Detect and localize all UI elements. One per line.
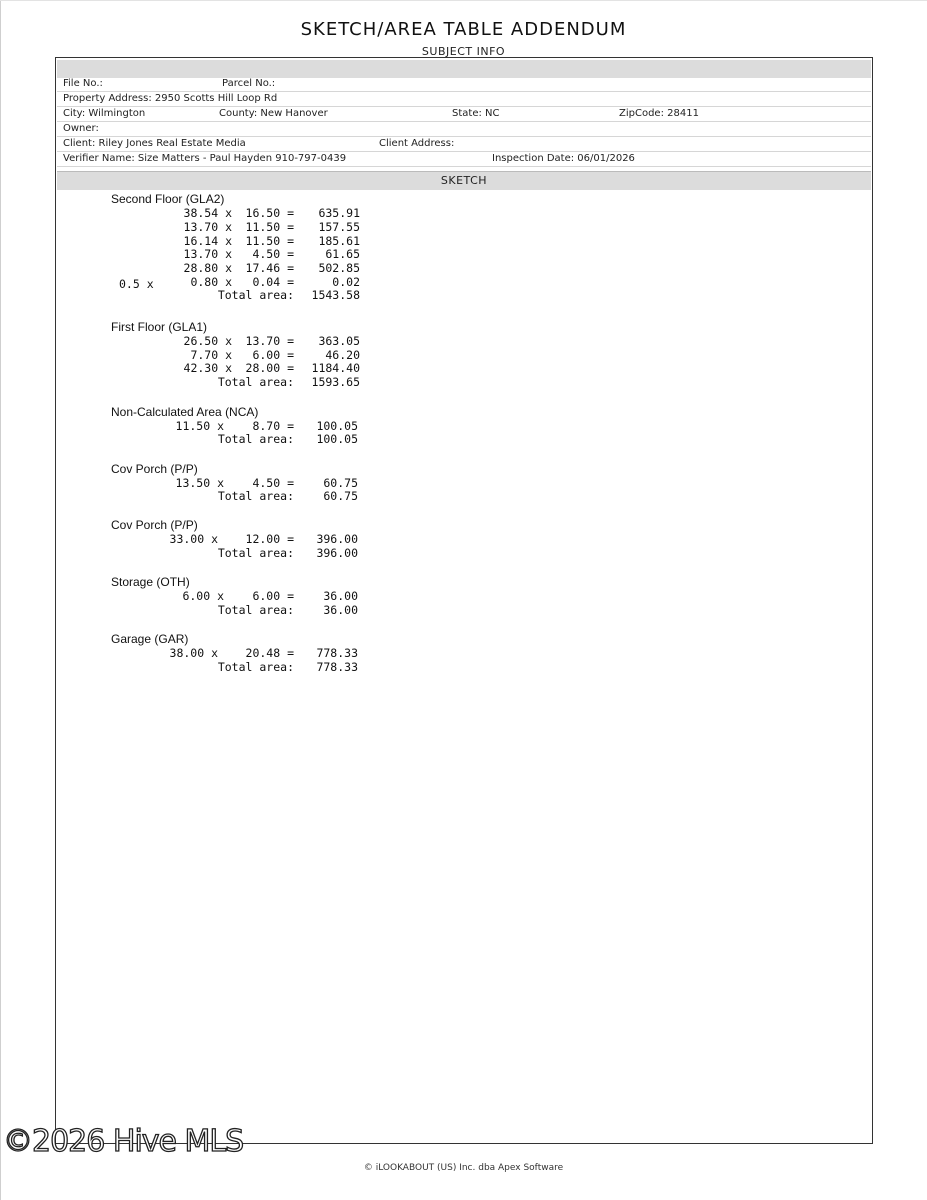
total-area-label: Total area:	[217, 489, 294, 503]
info-row-city	[57, 107, 871, 122]
area-section-title: Garage (GAR)	[111, 632, 189, 646]
dimension-b: 8.70 =	[252, 419, 294, 433]
dimension-b: 16.50 =	[245, 206, 294, 220]
row-area: 1184.40	[311, 361, 360, 375]
area-section-title: Second Floor (GLA2)	[111, 192, 225, 206]
owner: Owner:	[63, 123, 99, 134]
property-address: Property Address: 2950 Scotts Hill Loop Rd	[63, 93, 278, 104]
parcel-no: Parcel No.:	[222, 78, 276, 89]
dimension-b: 28.00 =	[245, 361, 294, 375]
dimension-b: 20.48 =	[245, 646, 294, 660]
total-area-label: Total area:	[217, 432, 294, 446]
dimension-a: 13.70 x	[183, 220, 232, 234]
dimension-a: 11.50 x	[175, 419, 224, 433]
total-area-label: Total area:	[217, 375, 294, 389]
total-area-value: 100.05	[316, 432, 358, 446]
area-section-title: Cov Porch (P/P)	[111, 462, 198, 476]
dimension-b: 11.50 =	[245, 220, 294, 234]
info-row-address	[57, 92, 871, 107]
row-area: 0.02	[332, 275, 360, 289]
row-area: 61.65	[325, 247, 360, 261]
sketch-header: SKETCH	[57, 171, 871, 190]
info-row-file	[57, 77, 871, 92]
dimension-b: 4.50 =	[252, 247, 294, 261]
dimension-a: 38.00 x	[169, 646, 218, 660]
state: State: NC	[452, 108, 500, 119]
info-row-client	[57, 137, 871, 152]
total-area-label: Total area:	[217, 603, 294, 617]
copyright-watermark: ©2026 Hive MLS	[3, 1124, 244, 1159]
client-address: Client Address:	[379, 138, 455, 149]
area-section-title: Cov Porch (P/P)	[111, 518, 198, 532]
row-area: 502.85	[318, 261, 360, 275]
dimension-b: 17.46 =	[245, 261, 294, 275]
total-area-label: Total area:	[217, 660, 294, 674]
row-area: 778.33	[316, 646, 358, 660]
dimension-b: 4.50 =	[252, 476, 294, 490]
area-section-title: Storage (OTH)	[111, 575, 190, 589]
client: Client: Riley Jones Real Estate Media	[63, 138, 246, 149]
dimension-b: 13.70 =	[245, 334, 294, 348]
row-area: 36.00	[323, 589, 358, 603]
dimension-b: 6.00 =	[252, 589, 294, 603]
section-subtitle: SUBJECT INFO	[421, 45, 506, 58]
area-section-title: First Floor (GLA1)	[111, 320, 208, 334]
page-title: SKETCH/AREA TABLE ADDENDUM	[300, 19, 627, 40]
page-edge	[0, 0, 1, 1200]
total-area-value: 36.00	[323, 603, 358, 617]
row-area: 157.55	[318, 220, 360, 234]
total-area-value: 778.33	[316, 660, 358, 674]
total-area-value: 60.75	[323, 489, 358, 503]
total-area-label: Total area:	[217, 546, 294, 560]
dimension-b: 6.00 =	[252, 348, 294, 362]
dimension-b: 0.04 =	[252, 275, 294, 289]
verifier-name: Verifier Name: Size Matters - Paul Hayden 910-797-0439	[63, 153, 347, 164]
footer-copyright: © iLOOKABOUT (US) Inc. dba Apex Software	[363, 1163, 564, 1173]
row-area: 185.61	[318, 234, 360, 248]
city: City: Wilmington	[63, 108, 146, 119]
dimension-a: 28.80 x	[183, 261, 232, 275]
total-area-label: Total area:	[217, 288, 294, 302]
dimension-a: 13.70 x	[183, 247, 232, 261]
row-area: 100.05	[316, 419, 358, 433]
dimension-a: 13.50 x	[175, 476, 224, 490]
dimension-a: 7.70 x	[190, 348, 232, 362]
file-no: File No.:	[63, 78, 103, 89]
dimension-a: 0.80 x	[190, 275, 232, 289]
dimension-b: 12.00 =	[245, 532, 294, 546]
subject-info-header-bar	[57, 60, 871, 78]
dimension-a: 38.54 x	[183, 206, 232, 220]
dimension-a: 6.00 x	[182, 589, 224, 603]
row-area: 396.00	[316, 532, 358, 546]
dimension-a: 42.30 x	[183, 361, 232, 375]
row-area: 363.05	[318, 334, 360, 348]
zipcode: ZipCode: 28411	[619, 108, 699, 119]
total-area-value: 1593.65	[311, 375, 360, 389]
inspection-date: Inspection Date: 06/01/2026	[492, 153, 635, 164]
county: County: New Hanover	[219, 108, 328, 119]
factor: 0.5 x	[119, 277, 154, 291]
total-area-value: 396.00	[316, 546, 358, 560]
page-edge-top	[0, 0, 927, 1]
dimension-a: 26.50 x	[183, 334, 232, 348]
dimension-a: 16.14 x	[183, 234, 232, 248]
row-area: 635.91	[318, 206, 360, 220]
row-area: 46.20	[325, 348, 360, 362]
total-area-value: 1543.58	[311, 288, 360, 302]
area-section-title: Non-Calculated Area (NCA)	[111, 405, 259, 419]
info-row-verifier	[57, 152, 871, 167]
dimension-a: 33.00 x	[169, 532, 218, 546]
info-row-owner	[57, 122, 871, 137]
dimension-b: 11.50 =	[245, 234, 294, 248]
row-area: 60.75	[323, 476, 358, 490]
